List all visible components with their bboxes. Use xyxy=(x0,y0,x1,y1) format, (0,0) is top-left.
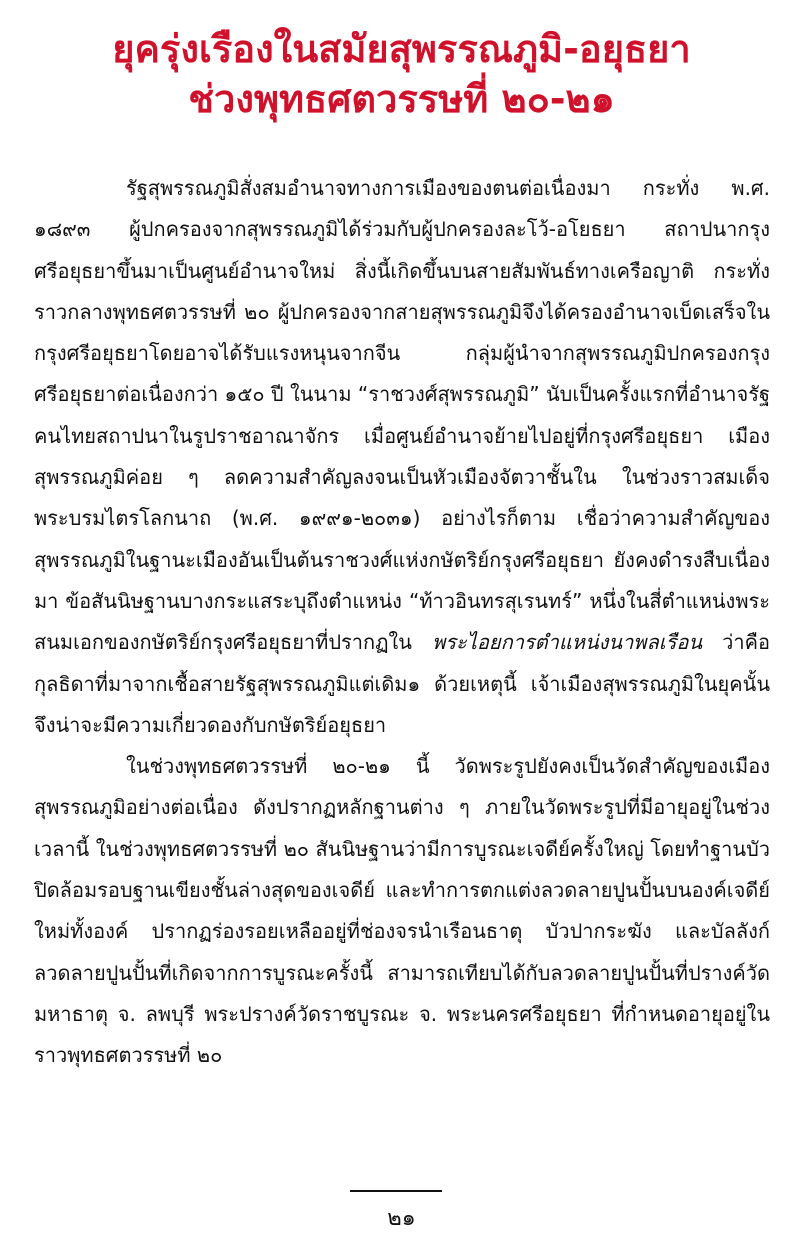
page-title-line-2: ช่วงพุทธศตวรรษที่ ๒๐-๒๑ xyxy=(188,77,615,121)
paragraph-1-text-b: ว่าคือกุลธิดาที่มาจากเชื้อสายรัฐสุพรรณภูมิแต่เดิม๑ ด้วยเหตุนี้ เจ้าเมืองสุพรรณภูมิในยุคนั้นจึงน่าจะมีความเกี่ยวดองกับกษัตริย์อยุธยา xyxy=(34,630,770,737)
footer-divider xyxy=(350,1190,442,1192)
paragraph-1-text-a: รัฐสุพรรณภูมิสั่งสมอำนาจทางการเมืองของตนต่อเนื่องมา กระทั่ง พ.ศ. ๑๘๙๓ ผู้ปกครองจากสุพรรณภูมิได้ร่วมกับผู้ปกครองละโว้-อโยธยา สถาปนากรุงศรีอยุธยาขึ้นมาเป็นศูนย์อำนาจใหม่ สิ่งนี้เกิดขึ้นบนสายสัมพันธ์ทางเครือญาติ กระทั่งราวกลางพุทธศตวรรษที่ ๒๐ ผู้ปกครองจากสายสุพรรณภูมิจึงได้ครองอำนาจเบ็ดเสร็จในกรุงศรีอยุธยาโดยอาจได้รับแรงหนุนจากจีน กลุ่มผู้นำจากสุพรรณภูมิปกครองกรุงศรีอยุธยาต่อเนื่องกว่า ๑๕๐ ปี ในนาม “ราชวงศ์สุพรรณภูมิ” นับเป็นครั้งแรกที่อำนาจรัฐคนไทยสถาปนาในรูปราชอาณาจักร เมื่อศูนย์อำนาจย้ายไปอยู่ที่กรุงศรีอยุธยา เมืองสุพรรณภูมิค่อย ๆ ลดความสำคัญลงจนเป็นหัวเมืองจัตวาชั้นใน ในช่วงราวสมเด็จพระบรมไตรโลกนาถ (พ.ศ. ๑๙๙๑-๒๐๓๑) อย่างไรก็ตาม เชื่อว่าความสำคัญของสุพรรณภูมิในฐานะเมืองอันเป็นต้นราชวงศ์แห่งกษัตริย์กรุงศรีอยุธยา ยังคงดำรงสืบเนื่องมา ข้อสันนิษฐานบางกระแสระบุถึงตำแหน่ง “ท้าวอินทรสุเรนทร์” หนึ่งในสี่ตำแหน่งพระสนมเอกของกษัตริย์กรุงศรีอยุธยาที่ปรากฏใน xyxy=(34,176,771,655)
paragraph-2: ในช่วงพุทธศตวรรษที่ ๒๐-๒๑ นี้ วัดพระรูปยังคงเป็นวัดสำคัญของเมืองสุพรรณภูมิอย่างต่อเนื่อง ดังปรากฏหลักฐานต่าง ๆ ภายในวัดพระรูปที่มีอายุอยู่ในช่วงเวลานี้ ในช่วงพุทธศตวรรษที่ ๒๐ สันนิษฐานว่ามีการบูรณะเจดีย์ครั้งใหญ่ โดยทำฐานบัวปิดล้อมรอบฐานเขียงชั้นล่างสุดของเจดีย์ และทำการตกแต่งลวดลายปูนปั้นบนองค์เจดีย์ใหม่ทั้งองค์ ปรากฏร่องรอยเหลืออยู่ที่ช่องจรนำเรือนธาตุ บัวปากระฆัง และบัลลังก์ ลวดลายปูนปั้นที่เกิดจากการบูรณะครั้งนี้ สามารถเทียบได้กับลวดลายปูนปั้นที่ปรางค์วัดมหาธาตุ จ. ลพบุรี พระปรางค์วัดราชบูรณะ จ. พระนครศรีอยุธยา ที่กำหนดอายุอยู่ในราวพุทธศตวรรษที่ ๒๐ xyxy=(34,754,770,1068)
cited-document-title: พระไอยการตำแหน่งนาพลเรือน xyxy=(432,630,702,655)
page-title-line-1: ยุครุ่งเรืองในสมัยสุพรรณภูมิ-อยุธยา xyxy=(112,27,691,71)
article-body xyxy=(34,168,770,1077)
paragraph-1 xyxy=(34,168,770,746)
page-number: ๒๑ xyxy=(387,1206,416,1231)
